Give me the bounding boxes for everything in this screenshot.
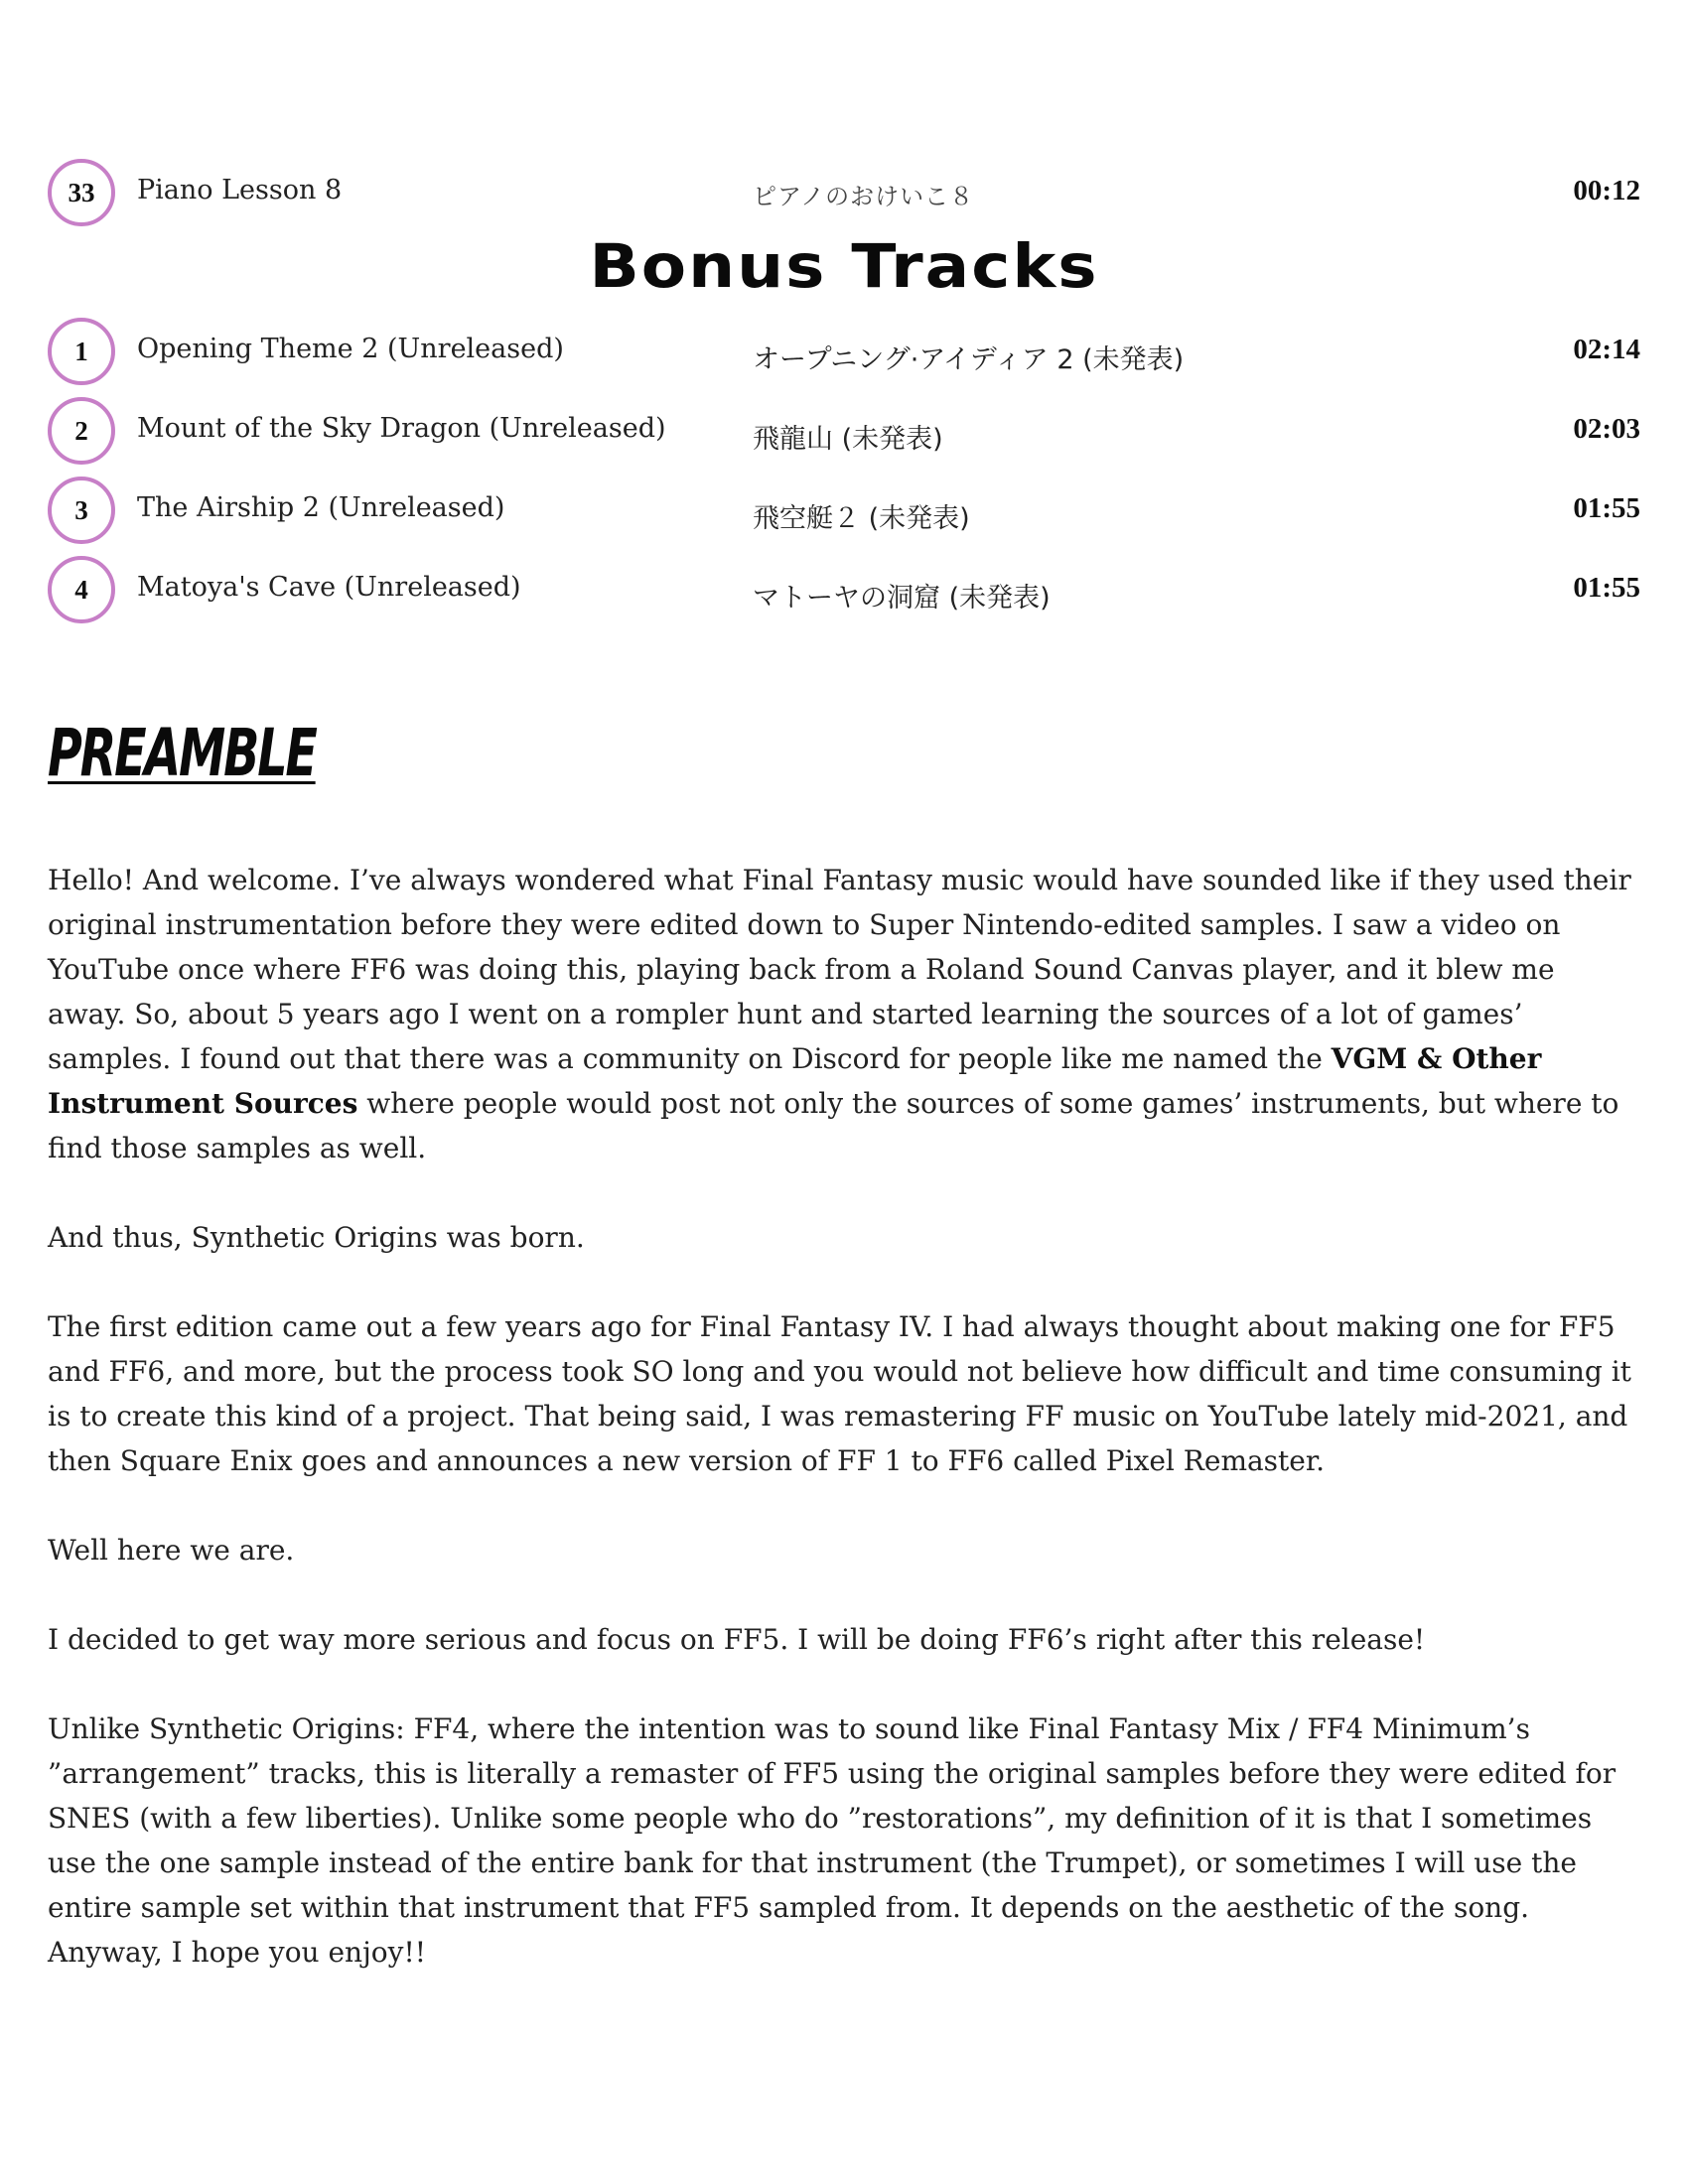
track-japanese-title: 飛龍山 (未発表) bbox=[753, 424, 943, 455]
paragraph: I decided to get way more serious and focus on FF5. I will be doing FF6’s right after this release! bbox=[48, 1623, 1426, 1656]
paragraph bbox=[48, 858, 1640, 1170]
track-duration: 00:12 bbox=[1573, 175, 1640, 206]
track-title: Mount of the Sky Dragon (Unreleased) bbox=[137, 413, 666, 444]
track-title: Piano Lesson 8 bbox=[137, 175, 343, 205]
track-japanese-title: オープニング·アイディア 2 (未発表) bbox=[753, 344, 1185, 375]
track-duration: 01:55 bbox=[1573, 492, 1640, 524]
track-row bbox=[48, 477, 1640, 552]
paragraph: Unlike Synthetic Origins: FF4, where the intention was to sound like Final Fantasy Mix / FF4 Minimum’s ”arrangement” tracks, this is literally a remaster of FF5 using the original samples before they were edited for SNES (with a few liberties). Unlike some people who do ”restorations”, my definition of it is that I sometimes use the one sample instead of the entire bank for that instrument (the Trumpet), or sometimes I will use the entire sample set within that instrument that FF5 sampled from. It depends on the aesthetic of the song. Anyway, I hope you enjoy!! bbox=[48, 1712, 1617, 1969]
track-japanese-title: ピアノのおけいこ８ bbox=[753, 183, 975, 210]
track-title: Opening Theme 2 (Unreleased) bbox=[137, 334, 564, 364]
bonus-tracks-heading: Bonus Tracks bbox=[589, 231, 1099, 302]
track-number-badge: 33 bbox=[48, 159, 115, 226]
track-duration: 02:14 bbox=[1573, 334, 1640, 365]
track-number-badge: 2 bbox=[48, 397, 115, 465]
community-name: VGM & Other Instrument Sources bbox=[48, 1042, 1542, 1120]
preamble-heading: PREAMBLE bbox=[48, 715, 316, 791]
paragraph: Well here we are. bbox=[48, 1534, 295, 1567]
track-row bbox=[48, 397, 1640, 473]
track-row bbox=[48, 159, 1640, 234]
track-duration: 02:03 bbox=[1573, 413, 1640, 445]
paragraph: The first edition came out a few years ago for Final Fantasy IV. I had always thought about making one for FF5 and FF6, and more, but the process took SO long and you would not believe how difficult and time consuming it is to create this kind of a project. That being said, I was remastering FF music on YouTube lately mid-2021, and then Square Enix goes and announces a new version of FF 1 to FF6 called Pixel Remaster. bbox=[48, 1310, 1631, 1477]
preamble-body bbox=[48, 858, 1640, 2019]
track-japanese-title: 飛空艇２ (未発表) bbox=[753, 503, 970, 534]
track-title: Matoya's Cave (Unreleased) bbox=[137, 572, 521, 603]
track-title: The Airship 2 (Unreleased) bbox=[137, 492, 505, 523]
track-row bbox=[48, 318, 1640, 393]
paragraph-text: Hello! And welcome. I’ve always wondered what Final Fantasy music would have sounded like if they used their original instrumentation before they were edited down to Super Nintendo-edited samples. I saw a video on YouTube once where FF6 was doing this, playing back from a Roland Sound Canvas player, and it blew me away. So, about 5 years ago I went on a rompler hunt and started learning the sources of a lot of games’ samples. I found out that there was a community on Discord for people like me named the bbox=[48, 864, 1631, 1075]
track-duration: 01:55 bbox=[1573, 572, 1640, 604]
track-number-badge: 3 bbox=[48, 477, 115, 544]
track-number-badge: 1 bbox=[48, 318, 115, 385]
track-row bbox=[48, 556, 1640, 631]
track-japanese-title: マトーヤの洞窟 (未発表) bbox=[753, 583, 1051, 614]
paragraph: And thus, Synthetic Origins was born. bbox=[48, 1221, 585, 1254]
track-number-badge: 4 bbox=[48, 556, 115, 623]
paragraph-text: where people would post not only the sources of some games’ instruments, but where to find those samples as well. bbox=[48, 1087, 1619, 1164]
